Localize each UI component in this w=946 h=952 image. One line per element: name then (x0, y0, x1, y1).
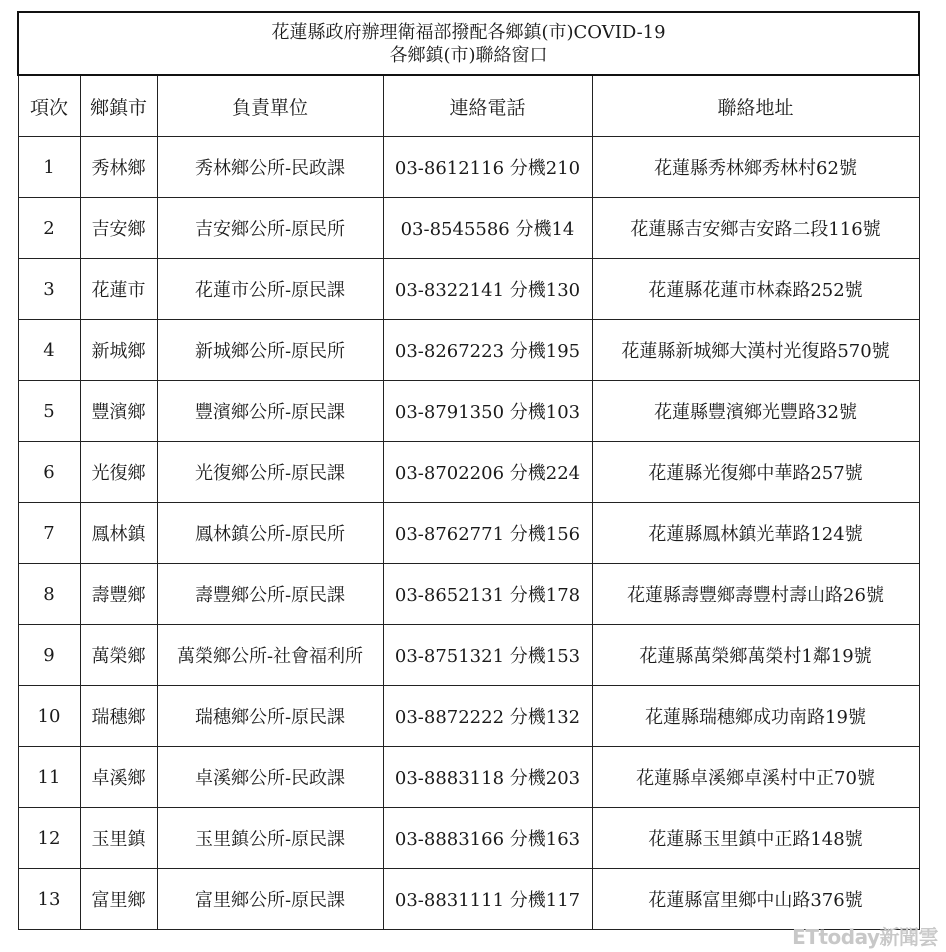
cell-office: 秀林鄉公所-民政課 (157, 137, 383, 198)
cell-township: 豐濱鄉 (80, 381, 157, 442)
cell-township: 卓溪鄉 (80, 747, 157, 808)
watermark-logo: ETtoday新聞雲 (792, 925, 938, 949)
cell-address: 花蓮縣光復鄉中華路257號 (592, 442, 919, 503)
cell-address: 花蓮縣吉安鄉吉安路二段116號 (592, 198, 919, 259)
table-title-line2: 各鄉鎮(市)聯絡窗口 (389, 44, 548, 66)
title-row (18, 12, 919, 75)
cell-office: 玉里鎮公所-原民課 (157, 808, 383, 869)
cell-index: 11 (18, 747, 80, 808)
cell-office: 瑞穗鄉公所-原民課 (157, 686, 383, 747)
table-row (18, 137, 919, 198)
cell-phone: 03-8831111 分機117 (383, 869, 592, 930)
cell-index: 13 (18, 869, 80, 930)
table-row (18, 198, 919, 259)
cell-township: 秀林鄉 (80, 137, 157, 198)
header-phone: 連絡電話 (383, 75, 592, 137)
cell-index: 10 (18, 686, 80, 747)
cell-index: 4 (18, 320, 80, 381)
cell-township: 富里鄉 (80, 869, 157, 930)
cell-phone: 03-8322141 分機130 (383, 259, 592, 320)
cell-index: 3 (18, 259, 80, 320)
cell-office: 新城鄉公所-原民所 (157, 320, 383, 381)
cell-address: 花蓮縣豐濱鄉光豐路32號 (592, 381, 919, 442)
cell-office: 鳳林鎮公所-原民所 (157, 503, 383, 564)
table-row (18, 503, 919, 564)
cell-index: 12 (18, 808, 80, 869)
cell-address: 花蓮縣玉里鎮中正路148號 (592, 808, 919, 869)
cell-phone: 03-8612116 分機210 (383, 137, 592, 198)
cell-phone: 03-8267223 分機195 (383, 320, 592, 381)
cell-office: 光復鄉公所-原民課 (157, 442, 383, 503)
cell-address: 花蓮縣花蓮市林森路252號 (592, 259, 919, 320)
cell-index: 5 (18, 381, 80, 442)
table-row (18, 808, 919, 869)
cell-township: 新城鄉 (80, 320, 157, 381)
cell-address: 花蓮縣秀林鄉秀林村62號 (592, 137, 919, 198)
cell-address: 花蓮縣瑞穗鄉成功南路19號 (592, 686, 919, 747)
cell-phone: 03-8702206 分機224 (383, 442, 592, 503)
cell-address: 花蓮縣富里鄉中山路376號 (592, 869, 919, 930)
cell-township: 玉里鎮 (80, 808, 157, 869)
cell-phone: 03-8883118 分機203 (383, 747, 592, 808)
table-row (18, 747, 919, 808)
cell-office: 萬榮鄉公所-社會福利所 (157, 625, 383, 686)
cell-township: 萬榮鄉 (80, 625, 157, 686)
table-row (18, 869, 919, 930)
cell-office: 花蓮市公所-原民課 (157, 259, 383, 320)
cell-township: 花蓮市 (80, 259, 157, 320)
cell-office: 吉安鄉公所-原民所 (157, 198, 383, 259)
cell-index: 2 (18, 198, 80, 259)
cell-phone: 03-8652131 分機178 (383, 564, 592, 625)
cell-index: 9 (18, 625, 80, 686)
cell-address: 花蓮縣壽豐鄉壽豐村壽山路26號 (592, 564, 919, 625)
cell-index: 8 (18, 564, 80, 625)
cell-township: 吉安鄉 (80, 198, 157, 259)
cell-index: 7 (18, 503, 80, 564)
cell-phone: 03-8791350 分機103 (383, 381, 592, 442)
cell-township: 鳳林鎮 (80, 503, 157, 564)
contact-table-container (17, 11, 918, 930)
header-address: 聯絡地址 (592, 75, 919, 137)
cell-address: 花蓮縣新城鄉大漢村光復路570號 (592, 320, 919, 381)
table-row (18, 259, 919, 320)
header-office: 負責單位 (157, 75, 383, 137)
header-township: 鄉鎮市 (80, 75, 157, 137)
cell-phone: 03-8751321 分機153 (383, 625, 592, 686)
cell-index: 1 (18, 137, 80, 198)
header-row (18, 75, 919, 137)
cell-township: 光復鄉 (80, 442, 157, 503)
cell-office: 富里鄉公所-原民課 (157, 869, 383, 930)
cell-phone: 03-8762771 分機156 (383, 503, 592, 564)
cell-township: 壽豐鄉 (80, 564, 157, 625)
table-title (18, 12, 919, 75)
cell-office: 豐濱鄉公所-原民課 (157, 381, 383, 442)
cell-address: 花蓮縣卓溪鄉卓溪村中正70號 (592, 747, 919, 808)
cell-address: 花蓮縣鳳林鎮光華路124號 (592, 503, 919, 564)
table-row (18, 320, 919, 381)
header-index: 項次 (18, 75, 80, 137)
table-row (18, 686, 919, 747)
cell-phone: 03-8872222 分機132 (383, 686, 592, 747)
cell-office: 壽豐鄉公所-原民課 (157, 564, 383, 625)
cell-address: 花蓮縣萬榮鄉萬榮村1鄰19號 (592, 625, 919, 686)
table-row (18, 442, 919, 503)
table-row (18, 625, 919, 686)
table-row (18, 381, 919, 442)
cell-office: 卓溪鄉公所-民政課 (157, 747, 383, 808)
cell-phone: 03-8545586 分機14 (383, 198, 592, 259)
table-title-line1: 花蓮縣政府辦理衛福部撥配各鄉鎮(市)COVID-19 (271, 21, 666, 43)
cell-index: 6 (18, 442, 80, 503)
table-row (18, 564, 919, 625)
cell-phone: 03-8883166 分機163 (383, 808, 592, 869)
contact-table (17, 11, 920, 930)
cell-township: 瑞穗鄉 (80, 686, 157, 747)
